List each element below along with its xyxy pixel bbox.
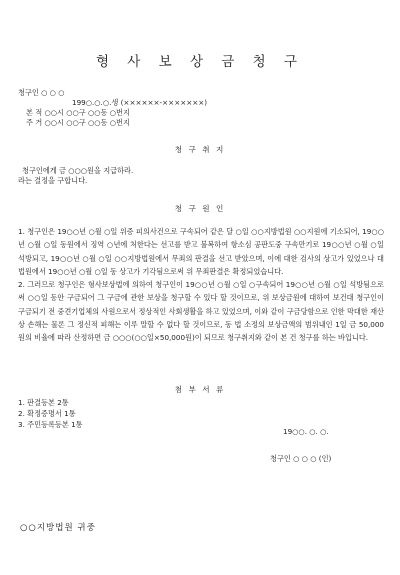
attachment-item-3: 3. 주민등록등본 1통 [18,420,83,429]
reason-heading: 청 구 원 인 [174,204,226,213]
date-line: 19○○. ○. ○. [283,427,329,436]
reason-body [18,225,384,345]
claimant-birth: 199○.○.○.생 (××××××-×××××××) [72,98,208,107]
claimant-name: 청구인 ○ ○ ○ [18,88,65,97]
reason-paragraph-1: 1. 청구인은 19○○년 ○월 ○일 위증 피의사건으로 구속되어 같은 달 ○일 ○○지방법원 ○○지원에 기소되어, 19○○년 ○월 ○일 동원에서 징역 ○년에 처한다는 선고를 받고 불복하여 항소심 공판도중 구속만기로 19○○년 ○월 ○일 석방되고, 19○○년 ○월 ○일 ○○지방법원에서 무죄의 판결을 선고 받았으며, 이에 대한 검사의 상고가 있었으나 대법원에서 19○○년 ○월 ○일 동 상고가 기각됨으로써 위 무죄판결은 확정되었습니다. [18,227,384,276]
purpose-line-1: 청구인에게 금 ○○○원을 지급하라. [22,166,134,175]
signature-line: 청구인 ○ ○ ○ (인) [270,454,332,463]
claimant-address: 주 거 ○○시 ○○구 ○○동 ○번지 [26,118,130,127]
claimant-domicile: 본 적 ○○시 ○○구 ○○동 ○번지 [26,108,130,117]
purpose-heading: 청 구 취 지 [174,145,226,154]
reason-paragraph-2: 2. 그러므로 청구인은 형사보상법에 의하여 청구인이 19○○년 ○월 ○일 ○구속되어 19○○년 ○월 ○일 석방됨으로써 ○○일 동안 구금되어 그 구금에 관한 보상을 청구할 수 있다 할 것이므로, 위 보상금원에 대하여 보건대 청구인이 구금되기 전 중견기업체의 사원으로서 정상적인 사회생활을 하고 있었으며, 이와 같이 구금당함으로 인한 막대한 재산상 손해는 물론 그 정신적 피해는 이루 말할 수 없다 할 것이므로, 동 법 소정의 보상금액의 범위내인 1일 금 50,000원의 비율에 따라 산정하면 금 ○○○(○○일×50,000원)이 되므로 청구취지와 같이 본 건 청구를 하는 바입니다. [18,280,384,343]
attachment-item-1: 1. 판결등본 2통 [18,398,69,407]
addressee: ○○지방법원 귀중 [20,523,96,533]
purpose-line-2: 라는 결정을 구합니다. [18,176,88,185]
document-title: 형 사 보 상 금 청 구 [95,54,305,70]
attachments-heading: 첨 부 서 류 [174,385,226,394]
attachment-item-2: 2. 확정증명서 1통 [18,409,76,418]
